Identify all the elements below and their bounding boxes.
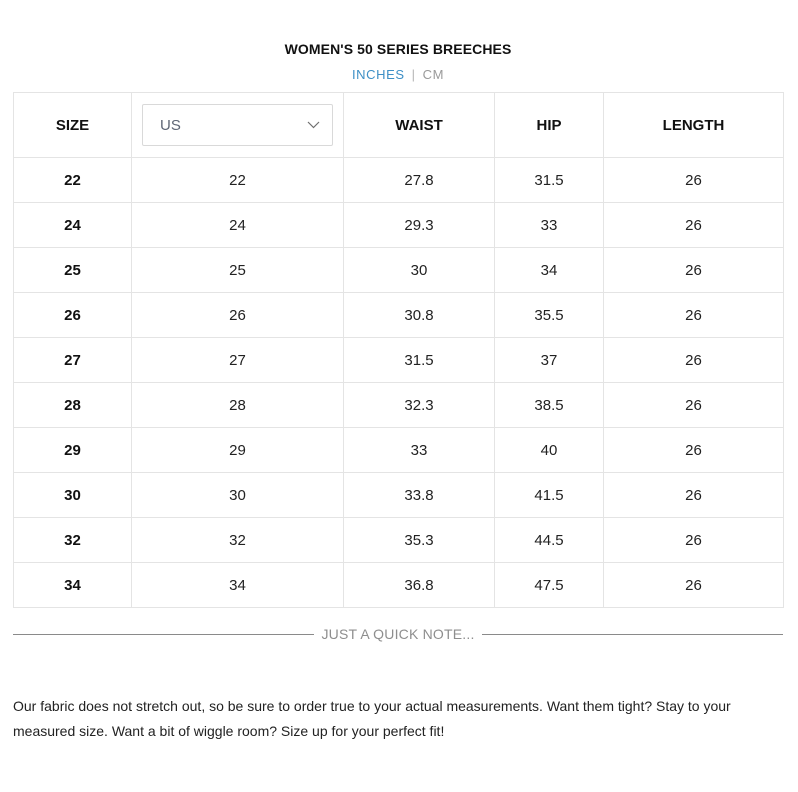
table-row bbox=[14, 248, 784, 293]
waist-cell: 29.3 bbox=[344, 203, 495, 248]
hip-cell: 47.5 bbox=[495, 563, 604, 608]
header-size: SIZE bbox=[14, 93, 132, 158]
unit-inches-link[interactable]: INCHES bbox=[351, 67, 405, 82]
hip-cell: 33 bbox=[495, 203, 604, 248]
hip-cell: 38.5 bbox=[495, 383, 604, 428]
waist-cell: 27.8 bbox=[344, 158, 495, 203]
note-label: JUST A QUICK NOTE... bbox=[321, 626, 475, 642]
note-text: Our fabric does not stretch out, so be sure to order true to your actual measurements. Want them tight? Stay to your measured size. Want a bit of wiggle room? Size up for your perfect fit! bbox=[13, 698, 731, 739]
region-select-value: US bbox=[160, 116, 181, 134]
waist-cell: 33.8 bbox=[344, 473, 495, 518]
length-cell: 26 bbox=[604, 428, 784, 473]
size-cell: 27 bbox=[14, 338, 132, 383]
waist-cell: 33 bbox=[344, 428, 495, 473]
length-cell: 26 bbox=[604, 158, 784, 203]
us-size-cell: 25 bbox=[132, 248, 344, 293]
us-size-cell: 28 bbox=[132, 383, 344, 428]
header-region bbox=[132, 93, 344, 158]
table-header-row bbox=[14, 93, 784, 158]
size-chart-table bbox=[13, 92, 784, 608]
us-size-cell: 27 bbox=[132, 338, 344, 383]
size-cell: 25 bbox=[14, 248, 132, 293]
size-rows bbox=[14, 158, 784, 608]
unit-cm-link[interactable]: CM bbox=[422, 67, 445, 82]
table-row bbox=[14, 338, 784, 383]
waist-cell: 36.8 bbox=[344, 563, 495, 608]
table-row bbox=[14, 428, 784, 473]
us-size-cell: 32 bbox=[132, 518, 344, 563]
note-divider bbox=[13, 625, 783, 643]
us-size-cell: 30 bbox=[132, 473, 344, 518]
size-cell: 32 bbox=[14, 518, 132, 563]
waist-cell: 31.5 bbox=[344, 338, 495, 383]
length-cell: 26 bbox=[604, 518, 784, 563]
size-cell: 34 bbox=[14, 563, 132, 608]
length-cell: 26 bbox=[604, 473, 784, 518]
us-size-cell: 26 bbox=[132, 293, 344, 338]
table-row bbox=[14, 158, 784, 203]
divider-line-left bbox=[13, 634, 314, 635]
length-cell: 26 bbox=[604, 248, 784, 293]
region-select[interactable] bbox=[142, 104, 333, 146]
header-waist: WAIST bbox=[344, 93, 495, 158]
table-row bbox=[14, 518, 784, 563]
unit-separator: | bbox=[411, 67, 416, 82]
size-cell: 24 bbox=[14, 203, 132, 248]
length-cell: 26 bbox=[604, 383, 784, 428]
hip-cell: 37 bbox=[495, 338, 604, 383]
header-hip: HIP bbox=[495, 93, 604, 158]
hip-cell: 41.5 bbox=[495, 473, 604, 518]
us-size-cell: 29 bbox=[132, 428, 344, 473]
table-row bbox=[14, 203, 784, 248]
waist-cell: 35.3 bbox=[344, 518, 495, 563]
hip-cell: 31.5 bbox=[495, 158, 604, 203]
unit-toggle bbox=[0, 67, 796, 82]
chevron-down-icon bbox=[307, 121, 320, 129]
hip-cell: 44.5 bbox=[495, 518, 604, 563]
length-cell: 26 bbox=[604, 338, 784, 383]
divider-line-right bbox=[482, 634, 783, 635]
table-row bbox=[14, 383, 784, 428]
length-cell: 26 bbox=[604, 293, 784, 338]
size-cell: 28 bbox=[14, 383, 132, 428]
hip-cell: 40 bbox=[495, 428, 604, 473]
waist-cell: 30.8 bbox=[344, 293, 495, 338]
length-cell: 26 bbox=[604, 203, 784, 248]
size-cell: 22 bbox=[14, 158, 132, 203]
size-cell: 29 bbox=[14, 428, 132, 473]
us-size-cell: 22 bbox=[132, 158, 344, 203]
header-length: LENGTH bbox=[604, 93, 784, 158]
length-cell: 26 bbox=[604, 563, 784, 608]
us-size-cell: 24 bbox=[132, 203, 344, 248]
page-title: WOMEN'S 50 SERIES BREECHES bbox=[284, 41, 512, 57]
size-cell: 26 bbox=[14, 293, 132, 338]
table-row bbox=[14, 473, 784, 518]
waist-cell: 30 bbox=[344, 248, 495, 293]
hip-cell: 35.5 bbox=[495, 293, 604, 338]
us-size-cell: 34 bbox=[132, 563, 344, 608]
table-row bbox=[14, 563, 784, 608]
table-row bbox=[14, 293, 784, 338]
waist-cell: 32.3 bbox=[344, 383, 495, 428]
hip-cell: 34 bbox=[495, 248, 604, 293]
size-cell: 30 bbox=[14, 473, 132, 518]
